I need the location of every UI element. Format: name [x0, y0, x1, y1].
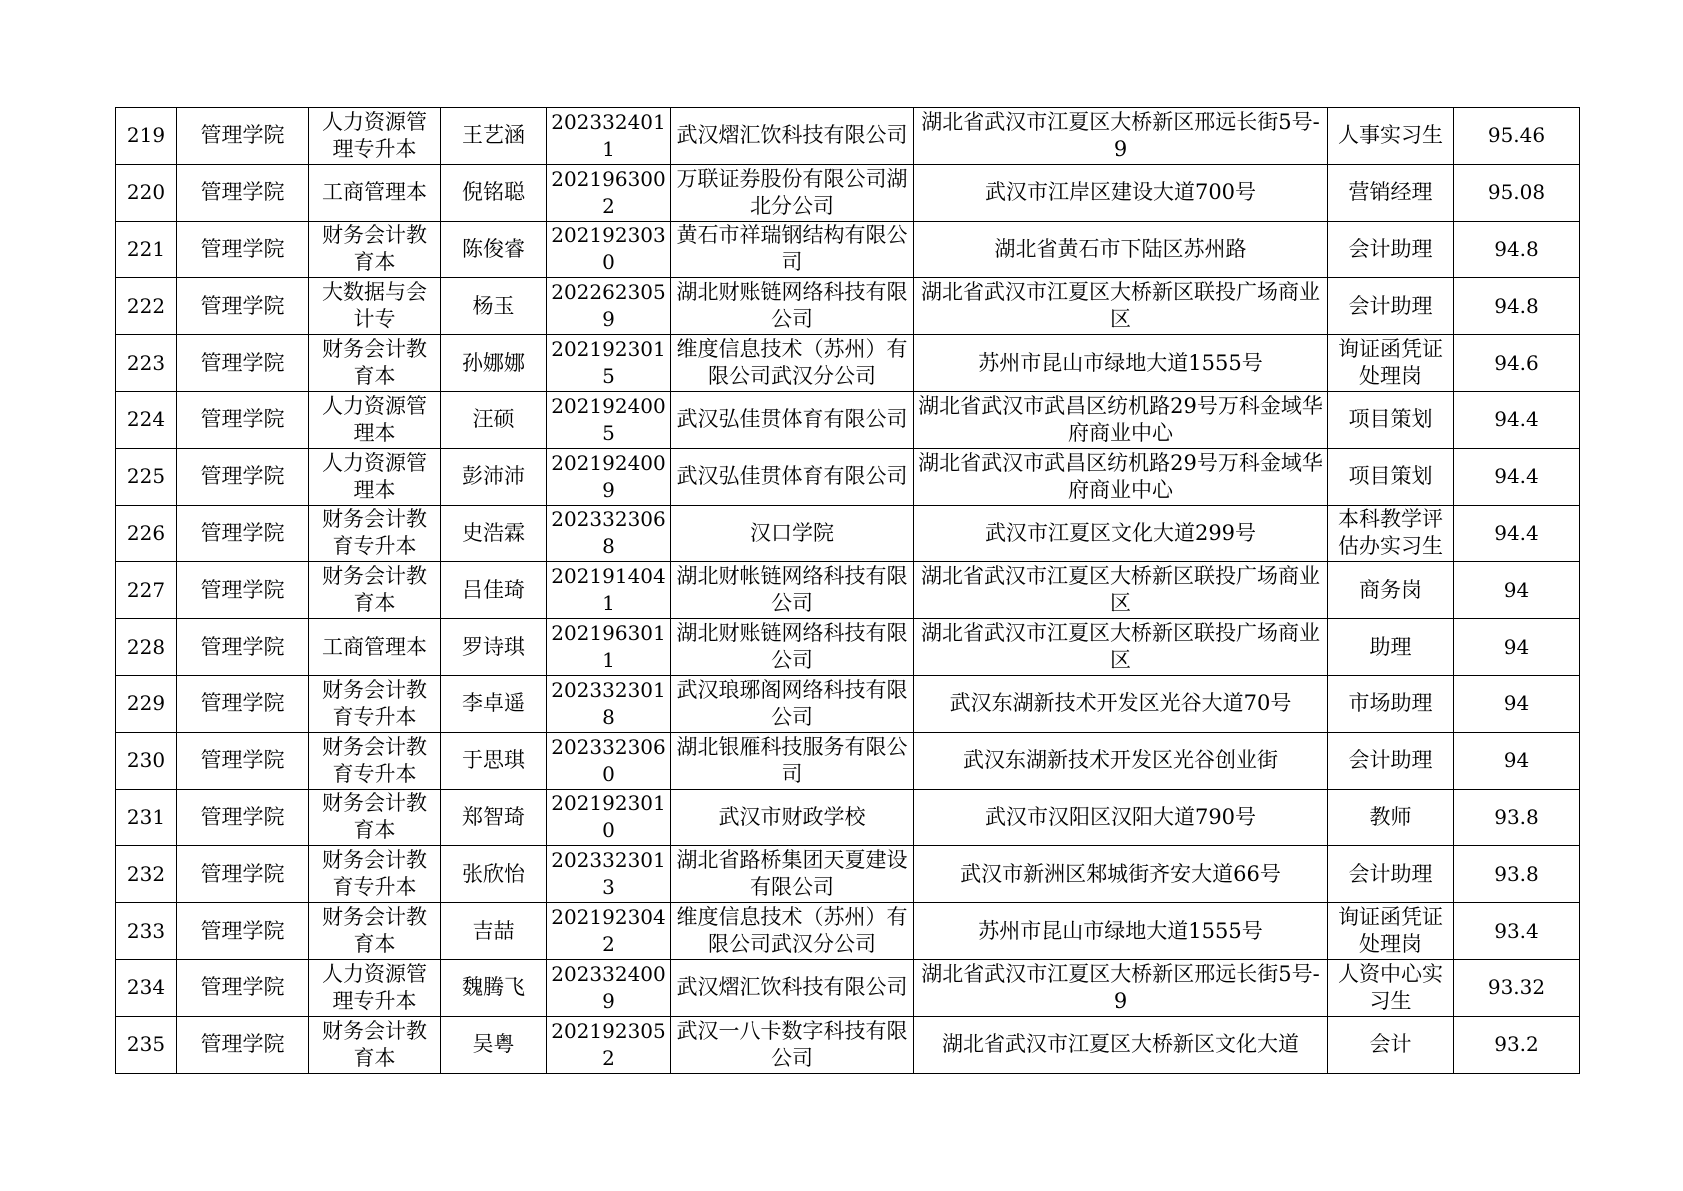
- student-name-cell: 吕佳琦: [441, 562, 547, 619]
- position-cell: 教师: [1328, 789, 1454, 846]
- table-row: [116, 562, 1580, 619]
- table-row: [116, 505, 1580, 562]
- student-name-cell: 史浩霖: [441, 505, 547, 562]
- score-cell: 94.8: [1454, 278, 1580, 335]
- major-cell: 财务会计教育专升本: [309, 505, 441, 562]
- table-row: [116, 959, 1580, 1016]
- student-name-cell: 孙娜娜: [441, 335, 547, 392]
- company-cell: 万联证券股份有限公司湖北分公司: [671, 164, 914, 221]
- college-cell: 管理学院: [177, 1016, 309, 1073]
- address-cell: 武汉东湖新技术开发区光谷大道70号: [914, 675, 1328, 732]
- major-cell: 人力资源管理本: [309, 391, 441, 448]
- position-cell: 项目策划: [1328, 391, 1454, 448]
- company-cell: 黄石市祥瑞钢结构有限公司: [671, 221, 914, 278]
- score-cell: 94.4: [1454, 505, 1580, 562]
- position-cell: 会计助理: [1328, 278, 1454, 335]
- score-cell: 94.8: [1454, 221, 1580, 278]
- table-body: [116, 108, 1580, 1074]
- student-id-cell: 2023324011: [547, 108, 671, 165]
- row-number-cell: 222: [116, 278, 177, 335]
- address-cell: 苏州市昆山市绿地大道1555号: [914, 903, 1328, 960]
- address-cell: 湖北省武汉市武昌区纺机路29号万科金域华府商业中心: [914, 391, 1328, 448]
- row-number-cell: 233: [116, 903, 177, 960]
- student-name-cell: 魏腾飞: [441, 959, 547, 1016]
- major-cell: 财务会计教育本: [309, 335, 441, 392]
- company-cell: 武汉弘佳贯体育有限公司: [671, 391, 914, 448]
- address-cell: 湖北省武汉市江夏区大桥新区联投广场商业区: [914, 278, 1328, 335]
- row-number-cell: 224: [116, 391, 177, 448]
- company-cell: 武汉熠汇饮科技有限公司: [671, 108, 914, 165]
- student-name-cell: 倪铭聪: [441, 164, 547, 221]
- company-cell: 湖北银雁科技服务有限公司: [671, 732, 914, 789]
- student-id-cell: 2021923015: [547, 335, 671, 392]
- row-number-cell: 234: [116, 959, 177, 1016]
- row-number-cell: 220: [116, 164, 177, 221]
- student-name-cell: 彭沛沛: [441, 448, 547, 505]
- address-cell: 湖北省武汉市江夏区大桥新区联投广场商业区: [914, 562, 1328, 619]
- address-cell: 湖北省武汉市江夏区大桥新区联投广场商业区: [914, 619, 1328, 676]
- company-cell: 武汉琅琊阁网络科技有限公司: [671, 675, 914, 732]
- table-row: [116, 675, 1580, 732]
- address-cell: 湖北省武汉市武昌区纺机路29号万科金域华府商业中心: [914, 448, 1328, 505]
- major-cell: 人力资源管理本: [309, 448, 441, 505]
- address-cell: 武汉市新洲区邾城街齐安大道66号: [914, 846, 1328, 903]
- student-id-cell: 2021963002: [547, 164, 671, 221]
- college-cell: 管理学院: [177, 959, 309, 1016]
- major-cell: 财务会计教育本: [309, 789, 441, 846]
- score-cell: 95.46: [1454, 108, 1580, 165]
- table-row: [116, 278, 1580, 335]
- position-cell: 项目策划: [1328, 448, 1454, 505]
- row-number-cell: 230: [116, 732, 177, 789]
- table-row: [116, 221, 1580, 278]
- address-cell: 湖北省武汉市江夏区大桥新区文化大道: [914, 1016, 1328, 1073]
- score-cell: 94: [1454, 562, 1580, 619]
- position-cell: 营销经理: [1328, 164, 1454, 221]
- student-name-cell: 杨玉: [441, 278, 547, 335]
- row-number-cell: 225: [116, 448, 177, 505]
- student-id-cell: 2023323013: [547, 846, 671, 903]
- position-cell: 会计: [1328, 1016, 1454, 1073]
- table-row: [116, 335, 1580, 392]
- college-cell: 管理学院: [177, 619, 309, 676]
- table-row: [116, 846, 1580, 903]
- student-id-cell: 2021924009: [547, 448, 671, 505]
- score-cell: 95.08: [1454, 164, 1580, 221]
- address-cell: 苏州市昆山市绿地大道1555号: [914, 335, 1328, 392]
- company-cell: 武汉市财政学校: [671, 789, 914, 846]
- table-row: [116, 448, 1580, 505]
- college-cell: 管理学院: [177, 108, 309, 165]
- student-id-cell: 2021923030: [547, 221, 671, 278]
- address-cell: 湖北省黄石市下陆区苏州路: [914, 221, 1328, 278]
- position-cell: 询证函凭证处理岗: [1328, 903, 1454, 960]
- college-cell: 管理学院: [177, 164, 309, 221]
- student-id-cell: 2023323060: [547, 732, 671, 789]
- score-cell: 93.8: [1454, 846, 1580, 903]
- position-cell: 询证函凭证处理岗: [1328, 335, 1454, 392]
- student-name-cell: 陈俊睿: [441, 221, 547, 278]
- company-cell: 维度信息技术（苏州）有限公司武汉分公司: [671, 335, 914, 392]
- row-number-cell: 231: [116, 789, 177, 846]
- major-cell: 财务会计教育专升本: [309, 675, 441, 732]
- score-cell: 93.8: [1454, 789, 1580, 846]
- college-cell: 管理学院: [177, 562, 309, 619]
- student-name-cell: 张欣怡: [441, 846, 547, 903]
- score-cell: 94.4: [1454, 448, 1580, 505]
- position-cell: 会计助理: [1328, 846, 1454, 903]
- score-cell: 94: [1454, 675, 1580, 732]
- row-number-cell: 232: [116, 846, 177, 903]
- table-row: [116, 1016, 1580, 1073]
- college-cell: 管理学院: [177, 846, 309, 903]
- student-name-cell: 于思琪: [441, 732, 547, 789]
- position-cell: 本科教学评估办实习生: [1328, 505, 1454, 562]
- college-cell: 管理学院: [177, 675, 309, 732]
- table-row: [116, 164, 1580, 221]
- company-cell: 武汉一八卡数字科技有限公司: [671, 1016, 914, 1073]
- row-number-cell: 221: [116, 221, 177, 278]
- position-cell: 会计助理: [1328, 732, 1454, 789]
- college-cell: 管理学院: [177, 903, 309, 960]
- college-cell: 管理学院: [177, 391, 309, 448]
- row-number-cell: 219: [116, 108, 177, 165]
- address-cell: 武汉东湖新技术开发区光谷创业街: [914, 732, 1328, 789]
- student-name-cell: 罗诗琪: [441, 619, 547, 676]
- student-id-cell: 2021914041: [547, 562, 671, 619]
- major-cell: 人力资源管理专升本: [309, 959, 441, 1016]
- major-cell: 财务会计教育本: [309, 903, 441, 960]
- student-name-cell: 汪硕: [441, 391, 547, 448]
- company-cell: 湖北财账链网络科技有限公司: [671, 619, 914, 676]
- student-id-cell: 2021923042: [547, 903, 671, 960]
- score-cell: 94.6: [1454, 335, 1580, 392]
- major-cell: 财务会计教育本: [309, 221, 441, 278]
- student-name-cell: 王艺涵: [441, 108, 547, 165]
- row-number-cell: 227: [116, 562, 177, 619]
- college-cell: 管理学院: [177, 335, 309, 392]
- college-cell: 管理学院: [177, 278, 309, 335]
- row-number-cell: 229: [116, 675, 177, 732]
- table-row: [116, 391, 1580, 448]
- college-cell: 管理学院: [177, 505, 309, 562]
- row-number-cell: 226: [116, 505, 177, 562]
- student-id-cell: 2023323068: [547, 505, 671, 562]
- position-cell: 商务岗: [1328, 562, 1454, 619]
- student-id-cell: 2022623059: [547, 278, 671, 335]
- position-cell: 助理: [1328, 619, 1454, 676]
- internship-results-table: [115, 107, 1580, 1074]
- address-cell: 武汉市汉阳区汉阳大道790号: [914, 789, 1328, 846]
- major-cell: 财务会计教育专升本: [309, 846, 441, 903]
- row-number-cell: 223: [116, 335, 177, 392]
- table-row: [116, 732, 1580, 789]
- student-id-cell: 2021924005: [547, 391, 671, 448]
- student-name-cell: 李卓遥: [441, 675, 547, 732]
- address-cell: 湖北省武汉市江夏区大桥新区邢远长街5号-9: [914, 959, 1328, 1016]
- major-cell: 工商管理本: [309, 164, 441, 221]
- row-number-cell: 235: [116, 1016, 177, 1073]
- major-cell: 大数据与会计专: [309, 278, 441, 335]
- position-cell: 市场助理: [1328, 675, 1454, 732]
- company-cell: 湖北省路桥集团天夏建设有限公司: [671, 846, 914, 903]
- student-id-cell: 2021963011: [547, 619, 671, 676]
- college-cell: 管理学院: [177, 448, 309, 505]
- company-cell: 湖北财账链网络科技有限公司: [671, 278, 914, 335]
- college-cell: 管理学院: [177, 789, 309, 846]
- score-cell: 94: [1454, 732, 1580, 789]
- major-cell: 人力资源管理专升本: [309, 108, 441, 165]
- score-cell: 93.4: [1454, 903, 1580, 960]
- address-cell: 湖北省武汉市江夏区大桥新区邢远长街5号-9: [914, 108, 1328, 165]
- major-cell: 财务会计教育专升本: [309, 732, 441, 789]
- position-cell: 人事实习生: [1328, 108, 1454, 165]
- address-cell: 武汉市江岸区建设大道700号: [914, 164, 1328, 221]
- row-number-cell: 228: [116, 619, 177, 676]
- company-cell: 武汉熠汇饮科技有限公司: [671, 959, 914, 1016]
- student-name-cell: 吉喆: [441, 903, 547, 960]
- table-row: [116, 108, 1580, 165]
- college-cell: 管理学院: [177, 221, 309, 278]
- table-row: [116, 789, 1580, 846]
- company-cell: 湖北财帐链网络科技有限公司: [671, 562, 914, 619]
- score-cell: 93.32: [1454, 959, 1580, 1016]
- score-cell: 93.2: [1454, 1016, 1580, 1073]
- position-cell: 人资中心实习生: [1328, 959, 1454, 1016]
- company-cell: 维度信息技术（苏州）有限公司武汉分公司: [671, 903, 914, 960]
- company-cell: 汉口学院: [671, 505, 914, 562]
- address-cell: 武汉市江夏区文化大道299号: [914, 505, 1328, 562]
- major-cell: 财务会计教育本: [309, 1016, 441, 1073]
- college-cell: 管理学院: [177, 732, 309, 789]
- student-id-cell: 2023323018: [547, 675, 671, 732]
- table-row: [116, 619, 1580, 676]
- company-cell: 武汉弘佳贯体育有限公司: [671, 448, 914, 505]
- student-name-cell: 郑智琦: [441, 789, 547, 846]
- table-row: [116, 903, 1580, 960]
- position-cell: 会计助理: [1328, 221, 1454, 278]
- major-cell: 财务会计教育本: [309, 562, 441, 619]
- student-id-cell: 2023324009: [547, 959, 671, 1016]
- score-cell: 94.4: [1454, 391, 1580, 448]
- score-cell: 94: [1454, 619, 1580, 676]
- student-name-cell: 吴粤: [441, 1016, 547, 1073]
- student-id-cell: 2021923052: [547, 1016, 671, 1073]
- major-cell: 工商管理本: [309, 619, 441, 676]
- student-id-cell: 2021923010: [547, 789, 671, 846]
